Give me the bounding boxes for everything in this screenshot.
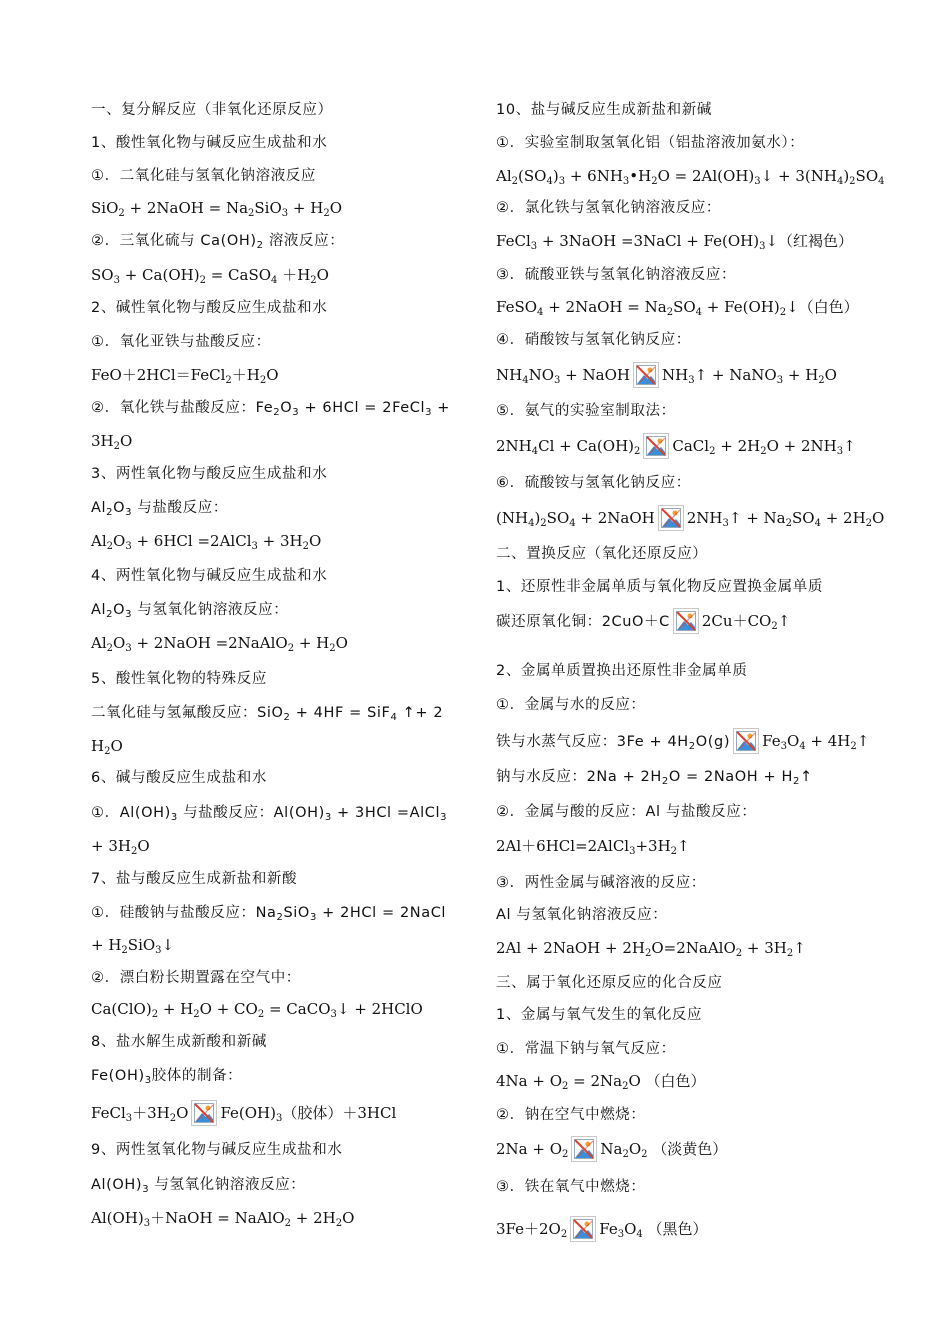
chemical-equation: FeSO$_4$ + 2NaOH = $Na_2SO_4$ + $Fe(OH)_2↓$（白色） [496, 298, 859, 318]
reaction-description: ②．氧化铁与盐酸反应：$Fe_2O_3 + 6HCl$ = 2FeCl$_3$ + [91, 400, 451, 418]
chemical-equation: 2Al + 2NaOH + $2H_2O=2NaAlO_2$ + $3H_2↑$ [496, 939, 806, 959]
reaction-description: ③．两性金属与碱溶液的反应： [496, 875, 706, 891]
chemical-equation: $Al_2(SO_4)_3$ + $6NH_3•H_2O$ = $2Al(OH)_3↓ + 3(NH_4)_2SO_4$ [496, 167, 885, 187]
broken-image-icon [191, 1100, 217, 1126]
reaction-description: $Al_2O_3$ 与盐酸反应： [91, 500, 228, 518]
broken-image-icon [633, 362, 659, 388]
reaction-description: ④．硝酸铵与氢氧化钠反应： [496, 332, 691, 348]
equation-products: CaCl$_2$ + $2H_2O$ + $2NH_3↑$ [672, 437, 856, 457]
subsection-heading: 7、盐与酸反应生成新盐和新酸 [91, 871, 298, 887]
chemical-equation: $Al(OH)_3+NaOH$ = NaAlO$_2$ + $2H_2O$ [91, 1209, 355, 1229]
reaction-description: $Fe(OH)_3$胶体的制备： [91, 1068, 243, 1086]
subsection-heading: 1、还原性非金属单质与氧化物反应置换金属单质 [496, 579, 823, 595]
section-heading: 二、置换反应（氧化还原反应） [496, 546, 708, 562]
reaction-description: ①．金属与水的反应： [496, 697, 646, 713]
subsection-heading: 6、碱与酸反应生成盐和水 [91, 770, 267, 786]
broken-image-icon [570, 1216, 596, 1242]
subsection-heading: 8、盐水解生成新酸和新碱 [91, 1034, 267, 1050]
chemical-equation [496, 1220, 708, 1238]
equation-products: $2NH_3↑ + Na_2SO_4 + 2H_2O$ [686, 509, 885, 529]
chemical-equation: $2Al+6HCl=2AlCl_3+3H_2↑$ [496, 837, 690, 857]
chemical-equation: $4Na + O_2 = 2Na_2O$ （白色） [496, 1072, 706, 1092]
section-heading: 一、复分解反应（非氧化还原反应） [91, 102, 333, 118]
equation-reactants: 铁与水蒸气反应：$3Fe + 4H_2O(g)$ [496, 734, 731, 752]
chemical-equation [496, 612, 790, 631]
equation-reactants: $2Na + O_2$ [496, 1140, 569, 1160]
equation-products: $Fe(OH)_3$（胶体）＋3HCl [220, 1104, 397, 1124]
broken-image-icon [658, 505, 684, 531]
subsection-heading: 5、酸性氧化物的特殊反应 [91, 671, 267, 687]
broken-image-icon [673, 608, 699, 634]
chemical-equation [496, 437, 856, 455]
reaction-description: ①．氧化亚铁与盐酸反应： [91, 334, 271, 350]
reaction-description: ①．$Al(OH)_3$ 与盐酸反应：$Al(OH)_3 + 3HCl$ =AlCl$_3$ [91, 805, 448, 823]
reaction-description: ①．常温下钠与氧气反应： [496, 1041, 676, 1057]
subsection-heading: 3、两性氧化物与酸反应生成盐和水 [91, 466, 328, 482]
reaction-description: ②．三氧化硫与 $Ca(OH)_2$ 溶液反应： [91, 233, 345, 251]
chemical-equation: $SO_3 + Ca(OH)_2$ = CaSO$_4$ $+H_2O$ [91, 266, 329, 286]
equation-reactants: $2NH_4Cl + Ca(OH)_2$ [496, 437, 641, 457]
reaction-description: ③．硫酸亚铁与氢氧化钠溶液反应： [496, 267, 737, 283]
subsection-heading: 1、金属与氧气发生的氧化反应 [496, 1007, 703, 1023]
subsection-heading: 2、金属单质置换出还原性非金属单质 [496, 663, 748, 679]
chemical-equation: $H_2O$ [91, 737, 123, 757]
chemical-equation: FeCl$_3$ + 3NaOH =3NaCl + $Fe(OH)_3↓$（红褐色） [496, 232, 854, 252]
reaction-description: Al 与氢氧化钠溶液反应： [496, 907, 668, 923]
reaction-description: $Al_2O_3$ 与氢氧化钠溶液反应： [91, 602, 289, 620]
reaction-description: ③．铁在氧气中燃烧： [496, 1179, 646, 1195]
equation-reactants: $NH_4NO_3$ + NaOH [496, 366, 630, 386]
reaction-description: ①．实验室制取氢氧化铝（铝盐溶液加氨水）： [496, 135, 805, 151]
reaction-description: ⑥．硫酸铵与氢氧化钠反应： [496, 475, 691, 491]
subsection-heading: 2、碱性氧化物与酸反应生成盐和水 [91, 300, 328, 316]
broken-image-icon [571, 1136, 597, 1162]
chemical-equation: $Ca(ClO)_2 + H_2O + CO_2$ = CaCO$_3$↓ + 2HClO [91, 1000, 423, 1020]
equation-reactants: $FeCl_3+3H_2O$ [91, 1104, 189, 1124]
subsection-heading: 1、酸性氧化物与碱反应生成盐和水 [91, 135, 328, 151]
chemical-equation: + $3H_2O$ [91, 837, 150, 857]
subsection-heading: 9、两性氢氧化物与碱反应生成盐和水 [91, 1142, 343, 1158]
reaction-description: ①．二氧化硅与氢氧化钠溶液反应 [91, 168, 316, 184]
reaction-description: ②．漂白粉长期置露在空气中： [91, 970, 301, 986]
chemical-equation: + $H_2SiO_3↓$ [91, 936, 175, 956]
equation-products: $NH_3↑$ + NaNO$_3$ + $H_2O$ [661, 366, 837, 386]
chemical-equation [496, 1140, 727, 1158]
chemical-equation: 钠与水反应：$2Na + 2H_2O$ = 2NaOH + $H_2↑$ [496, 769, 813, 787]
subsection-heading: 4、两性氧化物与碱反应生成盐和水 [91, 568, 328, 584]
reaction-description: ②．钠在空气中燃烧： [496, 1107, 646, 1123]
chemical-equation [496, 366, 837, 384]
reaction-description: ②．金属与酸的反应：Al 与盐酸反应： [496, 804, 757, 820]
broken-image-icon [643, 433, 669, 459]
reaction-description: ①．硅酸钠与盐酸反应：$Na_2SiO_3 + 2HCl$ = 2NaCl [91, 905, 447, 923]
chemical-equation [496, 509, 884, 527]
equation-products: $2Cu+CO_2↑$ [701, 612, 791, 632]
reaction-description: 二氧化硅与氢氟酸反应：SiO$_2$ + 4HF = SiF$_4$ ↑+ 2 [91, 705, 444, 723]
chemical-equation: $3H_2O$ [91, 432, 133, 452]
equation-reactants: $3Fe+2O_2$ [496, 1220, 568, 1240]
equation-reactants: 碳还原氧化铜：2CuO＋C [496, 614, 670, 630]
equation-reactants: $(NH_4)_2SO_4$ + 2NaOH [496, 509, 655, 529]
chemical-equation [496, 732, 869, 751]
chemical-equation: $FeO+2HCl=FeCl_2+H_2O$ [91, 366, 279, 386]
equation-products: $Na_2O_2$ （淡黄色） [600, 1140, 728, 1160]
subsection-heading: 10、盐与碱反应生成新盐和新碱 [496, 102, 712, 118]
reaction-description: $Al(OH)_3$ 与氢氧化钠溶液反应： [91, 1177, 306, 1195]
section-heading: 三、属于氧化还原反应的化合反应 [496, 975, 723, 991]
chemical-equation [91, 1104, 396, 1122]
chemical-equation: $Al_2O_3 + 6HCl$ =2AlCl$_3$ + $3H_2O$ [91, 532, 322, 552]
equation-products: $Fe_3O_4$ （黑色） [599, 1220, 708, 1240]
reaction-description: ⑤．氨气的实验室制取法： [496, 403, 676, 419]
chemical-equation: $Al_2O_3$ + 2NaOH =2NaAlO$_2$ + $H_2O$ [91, 634, 348, 654]
reaction-description: ②．氯化铁与氢氧化钠溶液反应： [496, 200, 721, 216]
broken-image-icon [733, 728, 759, 754]
chemical-equation: SiO$_2$ + 2NaOH = $Na_2SiO_3 + H_2O$ [91, 199, 343, 219]
equation-products: $Fe_3O_4$ + $4H_2↑$ [762, 732, 870, 752]
